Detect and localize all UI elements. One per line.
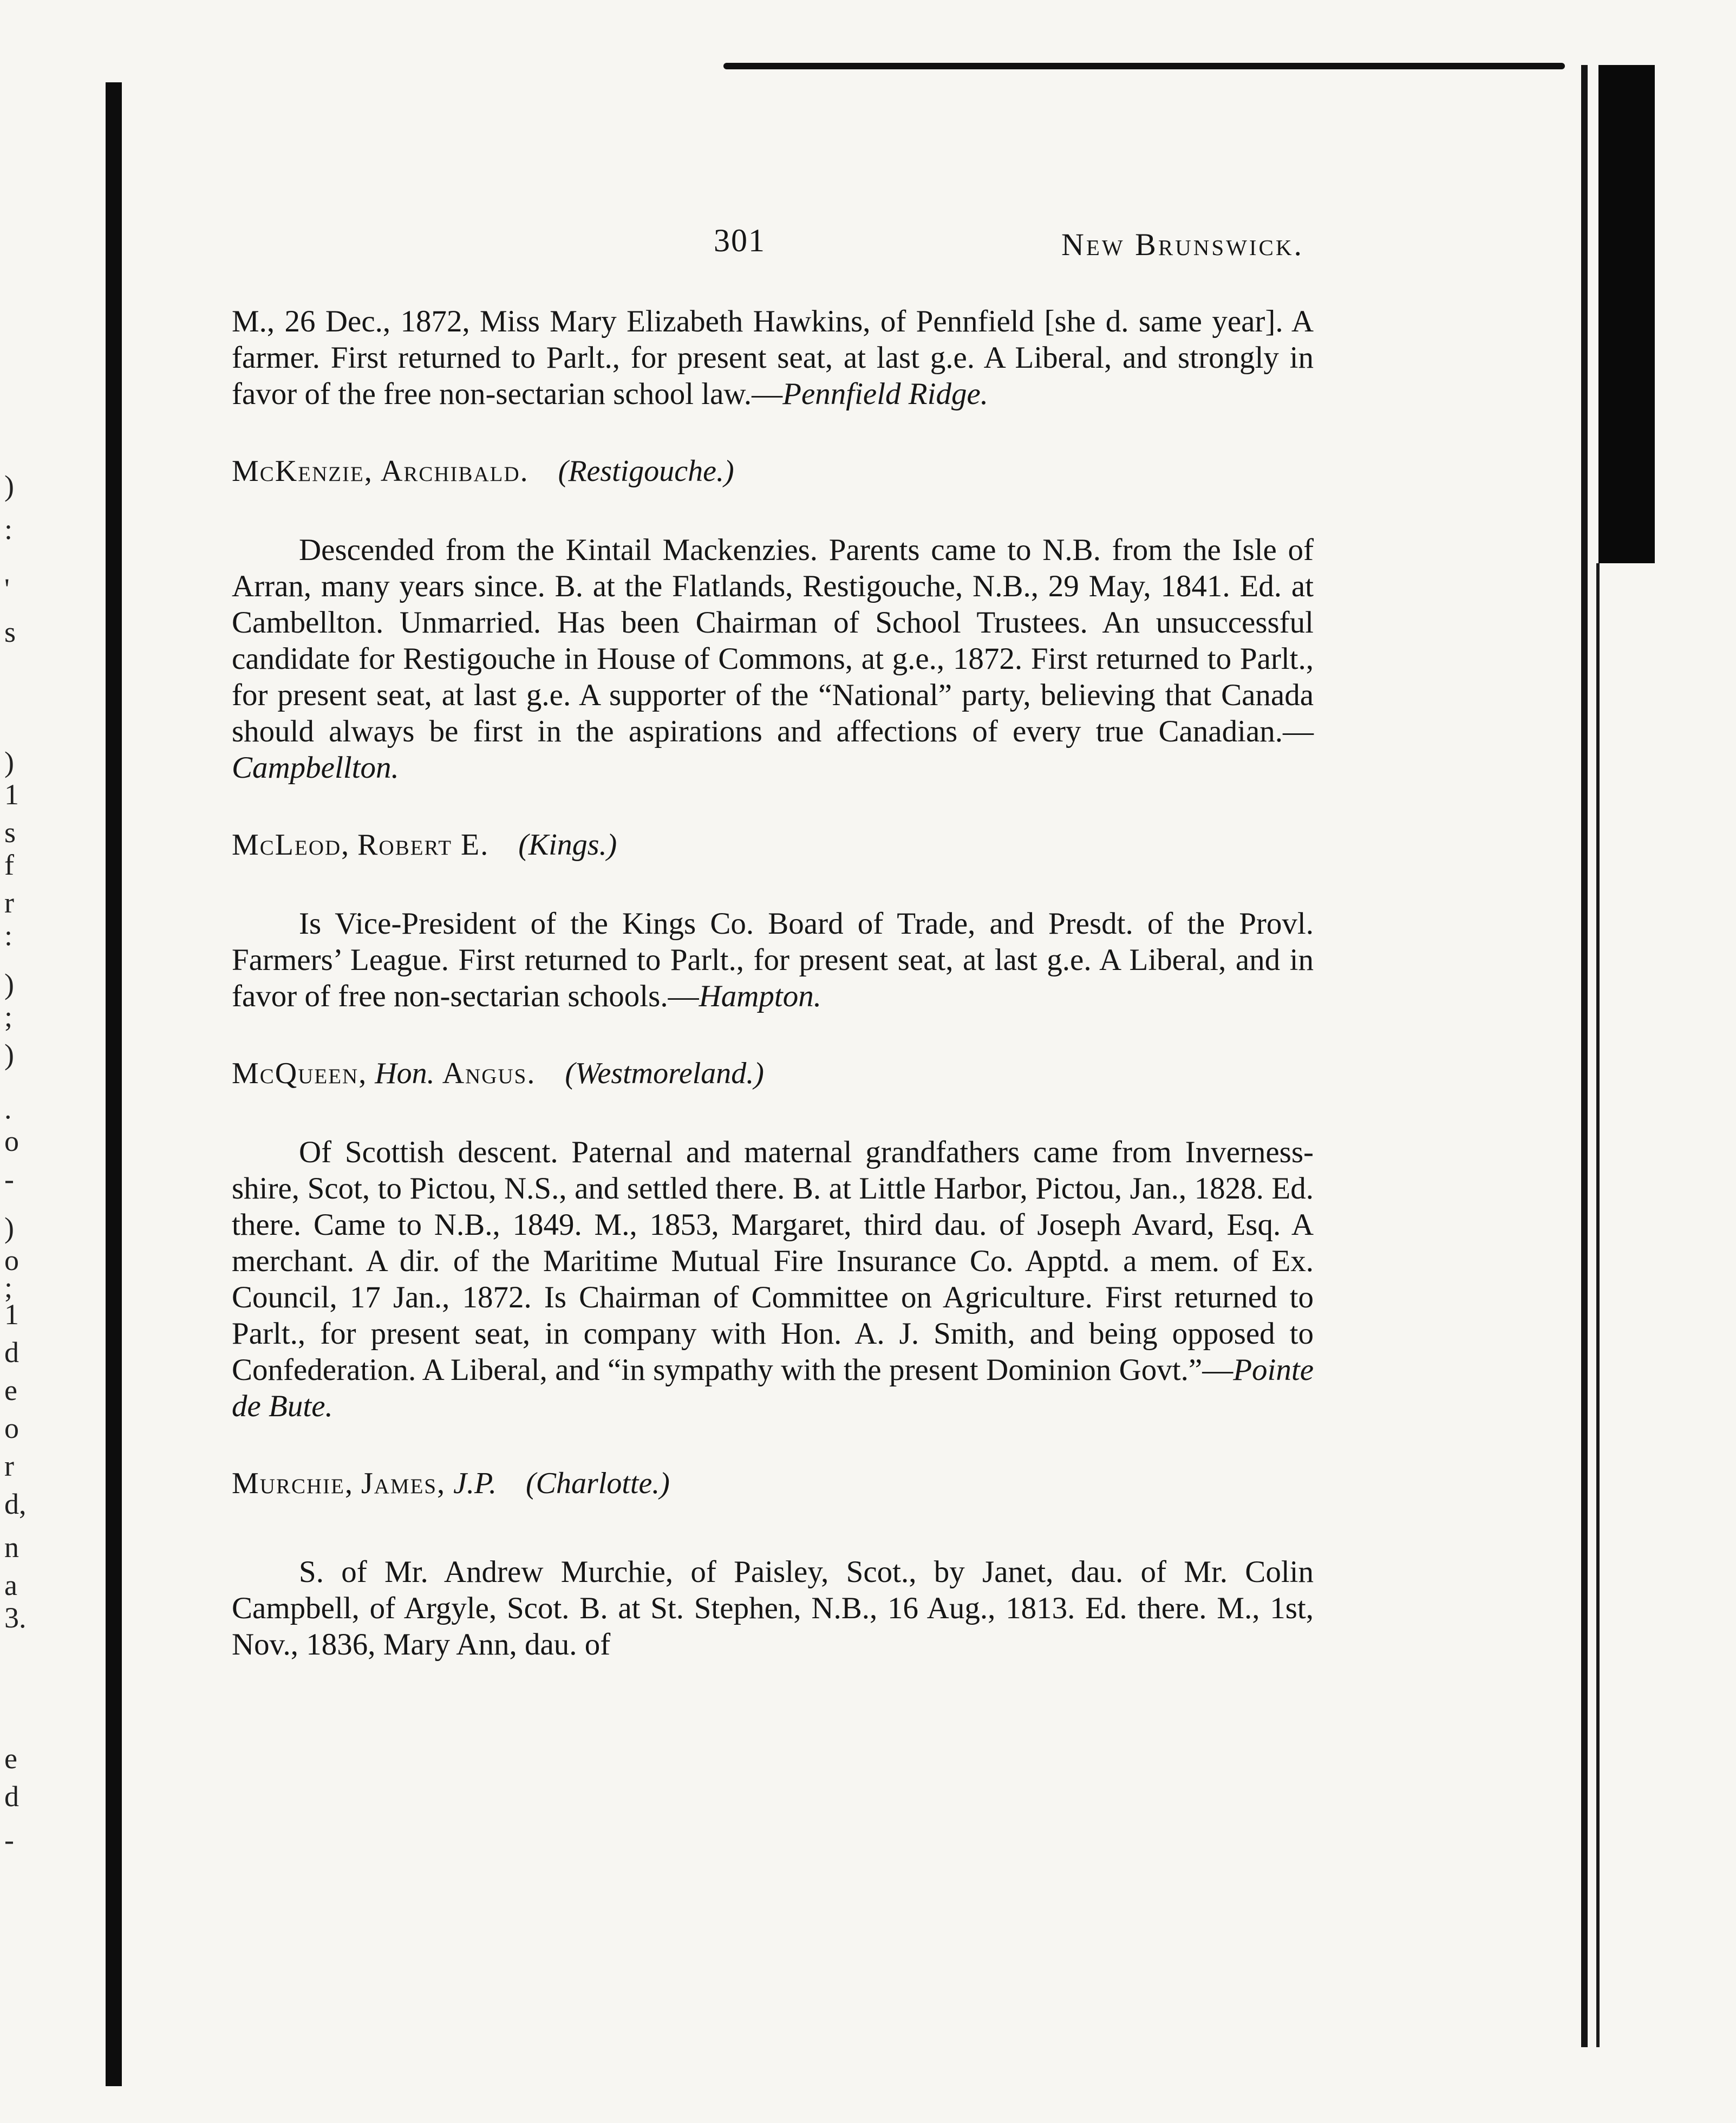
margin-fragment: e	[4, 1374, 17, 1406]
entry-bio-mcleod	[232, 906, 1314, 1014]
running-title: New Brunswick.	[1061, 227, 1304, 262]
margin-fragment: r	[4, 887, 14, 919]
page-number: 301	[714, 223, 766, 258]
margin-fragment: :	[4, 919, 13, 952]
entry-given-name: Angus.	[442, 1057, 536, 1090]
page-edge-right	[1581, 65, 1588, 2047]
margin-fragment: )	[4, 1212, 14, 1244]
entry-residence: Hampton.	[699, 979, 821, 1013]
margin-fragment: s	[4, 616, 16, 648]
margin-fragment: o	[4, 1125, 19, 1157]
margin-fragment: :	[4, 513, 13, 545]
margin-fragment: -	[4, 1163, 14, 1195]
entry-name: McKenzie,	[232, 454, 373, 488]
margin-fragment: -	[4, 1824, 14, 1856]
top-rule	[723, 63, 1565, 69]
entry-given-name: Robert E.	[357, 828, 490, 862]
margin-fragment: s	[4, 816, 16, 849]
margin-fragment: )	[4, 968, 14, 1000]
page-body	[232, 303, 1314, 1663]
entry-constituency: (Kings.)	[518, 828, 617, 862]
continuation-paragraph	[232, 303, 1314, 412]
entry-constituency: (Westmoreland.)	[565, 1057, 764, 1090]
entry-bio-text: S. of Mr. Andrew Murchie, of Paisley, Scot., by Janet, dau. of Mr. Colin Campbell, of Argyle, Scot. B. at St. Stephen, N.B., 16 Aug., 1813. Ed. there. M., 1st, Nov., 1836, Mary Ann, dau. of	[232, 1555, 1314, 1662]
entry-heading-murchie	[232, 1466, 1314, 1502]
margin-fragment: 3.	[4, 1601, 27, 1634]
margin-fragment: d	[4, 1780, 19, 1813]
entry-bio-murchie	[232, 1554, 1314, 1663]
margin-fragment: o	[4, 1244, 19, 1277]
entry-constituency: (Charlotte.)	[525, 1467, 670, 1500]
margin-fragment: o	[4, 1412, 19, 1444]
margin-fragment: f	[4, 849, 14, 881]
margin-fragment: 1	[4, 1298, 19, 1331]
entry-bio-text: Descended from the Kintail Mackenzies. Parents came to N.B. from the Isle of Arran, many years since. B. at the Flatlands, Restigouche, N.B., 29 May, 1841. Ed. at Cambellton. Unmarried. Has been Chairman of School Trustees. An unsuccessful candidate for Restigouche in House of Commons, at g.e., 1872. First returned to Parlt., for present seat, at last g.e. A supporter of the “National” party, believing that Canada should always be first in the aspirations and affections of every true Canadian.—	[232, 533, 1314, 748]
entry-heading-mcleod	[232, 827, 1314, 863]
adjacent-page-fragments	[0, 0, 97, 2123]
margin-fragment: d,	[4, 1488, 27, 1520]
entry-heading-mckenzie	[232, 453, 1314, 490]
margin-fragment: .	[4, 1092, 12, 1125]
page-edge-right-inner	[1596, 563, 1600, 2047]
entry-bio-mckenzie	[232, 532, 1314, 786]
margin-fragment: )	[4, 470, 14, 502]
margin-fragment: 1	[4, 778, 19, 811]
margin-fragment: ;	[4, 1271, 13, 1304]
margin-fragment: ;	[4, 1000, 13, 1033]
margin-fragment: d	[4, 1336, 19, 1369]
entry-bio-text: Is Vice-President of the Kings Co. Board of Trade, and Presdt. of the Provl. Farmers’ League. First returned to Parlt., for present seat, at last g.e. A Liberal, and in favor of free non-sectarian schools.—	[232, 907, 1314, 1013]
margin-fragment: )	[4, 1038, 14, 1071]
margin-fragment: e	[4, 1742, 17, 1775]
margin-fragment: a	[4, 1569, 17, 1601]
margin-fragment: '	[4, 572, 10, 605]
entry-name: McQueen,	[232, 1057, 368, 1090]
binding-shadow-left	[106, 82, 122, 2086]
entry-heading-mcqueen	[232, 1056, 1314, 1092]
entry-honorific: J.P.	[453, 1467, 497, 1500]
continuation-residence: Pennfield Ridge.	[782, 377, 989, 411]
entry-name: McLeod,	[232, 828, 350, 862]
entry-residence: Campbellton.	[232, 751, 399, 785]
margin-fragment: )	[4, 746, 14, 778]
entry-title: Hon.	[375, 1057, 435, 1090]
entry-given-name: James,	[361, 1467, 446, 1500]
entry-constituency: (Restigouche.)	[558, 454, 734, 488]
entry-bio-mcqueen	[232, 1134, 1314, 1424]
entry-residence: Pointe de Bute.	[232, 1353, 1314, 1423]
margin-fragment: r	[4, 1450, 14, 1482]
margin-fragment: n	[4, 1531, 19, 1564]
binding-shadow-right	[1598, 65, 1655, 563]
entry-bio-text: Of Scottish descent. Paternal and maternal grandfathers came from Inverness-shire, Scot, to Pictou, N.S., and settled there. B. at Little Harbor, Pictou, Jan., 1828. Ed. there. Came to N.B., 1849. M., 1853, Margaret, third dau. of Joseph Avard, Esq. A merchant. A dir. of the Maritime Mutual Fire Insurance Co. Apptd. a mem. of Ex. Council, 17 Jan., 1872. Is Chairman of Committee on Agriculture. First returned to Parlt., for present seat, in company with Hon. A. J. Smith, and being opposed to Confederation. A Liberal, and “in sympathy with the present Dominion Govt.”—	[232, 1135, 1314, 1387]
entry-name: Murchie,	[232, 1467, 354, 1500]
entry-given-name: Archibald.	[380, 454, 529, 488]
continuation-text: M., 26 Dec., 1872, Miss Mary Elizabeth Hawkins, of Pennfield [she d. same year]. A farmer. First returned to Parlt., for present seat, at last g.e. A Liberal, and strongly in favor of the free non-sectarian school law.—	[232, 304, 1314, 411]
